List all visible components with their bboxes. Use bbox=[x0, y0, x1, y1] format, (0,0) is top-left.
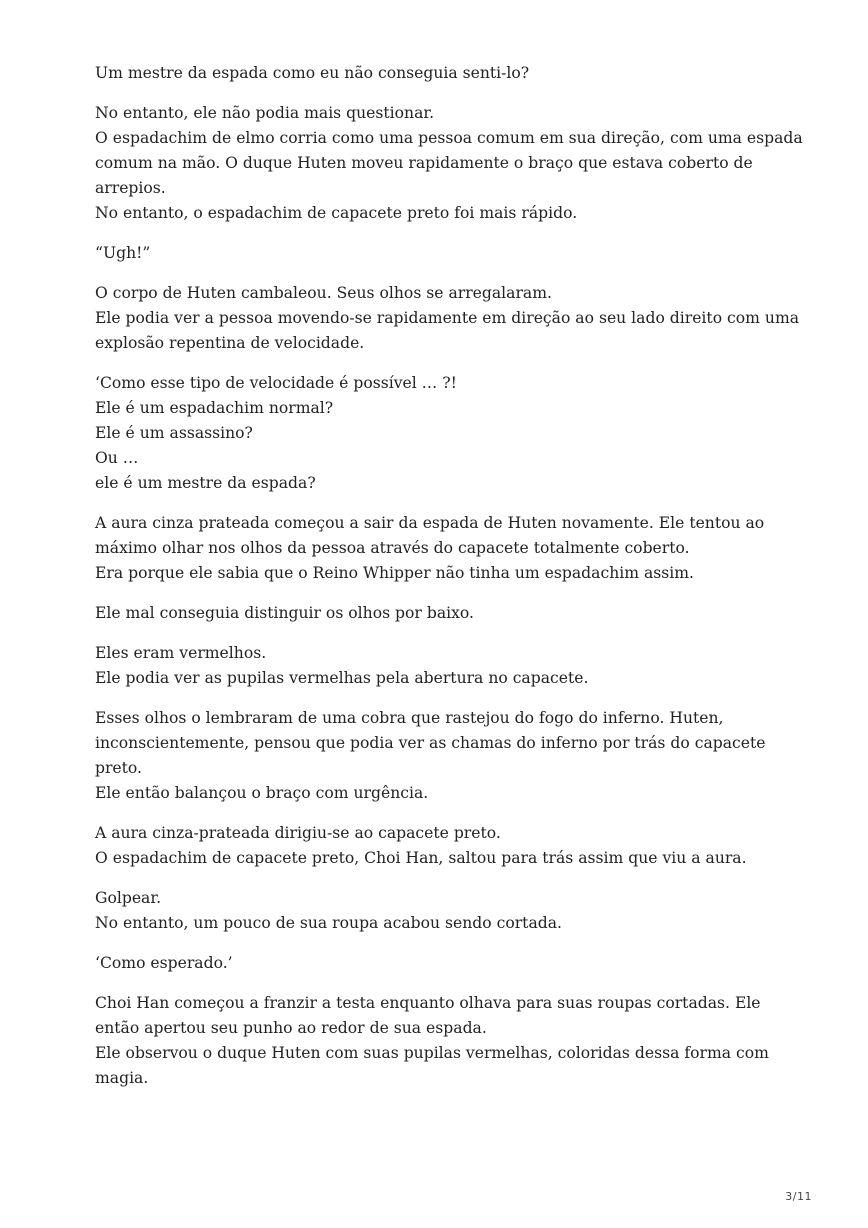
text-line: Ele podia ver a pessoa movendo-se rapidamente em direção ao seu lado direito com uma bbox=[95, 309, 800, 327]
text-line: O espadachim de elmo corria como uma pessoa comum em sua direção, com uma espada bbox=[95, 129, 803, 147]
text-line: Golpear. bbox=[95, 889, 162, 907]
text-line: preto. bbox=[95, 759, 143, 777]
paragraph bbox=[95, 821, 795, 871]
paragraph bbox=[95, 641, 795, 691]
paragraph bbox=[95, 886, 795, 936]
text-line: explosão repentina de velocidade. bbox=[95, 334, 365, 352]
text-line: Ele mal conseguia distinguir os olhos por baixo. bbox=[95, 604, 474, 622]
text-line: No entanto, um pouco de sua roupa acabou sendo cortada. bbox=[95, 914, 562, 932]
paragraph bbox=[95, 241, 795, 266]
text-line: Ele podia ver as pupilas vermelhas pela abertura no capacete. bbox=[95, 669, 589, 687]
text-line: O corpo de Huten cambaleou. Seus olhos se arregalaram. bbox=[95, 284, 552, 302]
paragraph bbox=[95, 601, 795, 626]
paragraph bbox=[95, 706, 795, 806]
paragraph bbox=[95, 371, 795, 496]
paragraph bbox=[95, 991, 795, 1091]
text-line: Choi Han começou a franzir a testa enquanto olhava para suas roupas cortadas. Ele bbox=[95, 994, 761, 1012]
text-line: A aura cinza prateada começou a sair da espada de Huten novamente. Ele tentou ao bbox=[95, 514, 765, 532]
document-body bbox=[95, 61, 803, 1106]
text-line: ‘Como esperado.’ bbox=[95, 954, 233, 972]
text-line: Ele então balançou o braço com urgência. bbox=[95, 784, 429, 802]
text-line: O espadachim de capacete preto, Choi Han, saltou para trás assim que viu a aura. bbox=[95, 849, 747, 867]
text-line: inconscientemente, pensou que podia ver as chamas do inferno por trás do capacete bbox=[95, 734, 766, 752]
text-line: ‘Como esse tipo de velocidade é possível … ?! bbox=[95, 374, 457, 392]
text-line: Um mestre da espada como eu não conseguia senti-lo? bbox=[95, 64, 530, 82]
text-line: máximo olhar nos olhos da pessoa através do capacete totalmente coberto. bbox=[95, 539, 690, 557]
text-line: Esses olhos o lembraram de uma cobra que rastejou do fogo do inferno. Huten, bbox=[95, 709, 724, 727]
text-line: Ou … bbox=[95, 449, 139, 467]
text-line: Ele é um espadachim normal? bbox=[95, 399, 334, 417]
paragraph bbox=[95, 951, 795, 976]
text-line: magia. bbox=[95, 1069, 149, 1087]
text-line: Ele observou o duque Huten com suas pupilas vermelhas, coloridas dessa forma com bbox=[95, 1044, 769, 1062]
text-line: ele é um mestre da espada? bbox=[95, 474, 316, 492]
text-line: comum na mão. O duque Huten moveu rapidamente o braço que estava coberto de bbox=[95, 154, 753, 172]
page-number: 3/11 bbox=[785, 1190, 812, 1203]
paragraph bbox=[95, 61, 795, 86]
paragraph bbox=[95, 281, 800, 356]
text-line: Ele é um assassino? bbox=[95, 424, 253, 442]
text-line: então apertou seu punho ao redor de sua espada. bbox=[95, 1019, 487, 1037]
text-line: arrepios. bbox=[95, 179, 166, 197]
paragraph bbox=[95, 511, 795, 586]
text-line: No entanto, ele não podia mais questionar. bbox=[95, 104, 435, 122]
text-line: “Ugh!” bbox=[95, 244, 151, 262]
text-line: Eles eram vermelhos. bbox=[95, 644, 267, 662]
text-line: A aura cinza-prateada dirigiu-se ao capacete preto. bbox=[95, 824, 501, 842]
text-line: Era porque ele sabia que o Reino Whipper não tinha um espadachim assim. bbox=[95, 564, 695, 582]
text-line: No entanto, o espadachim de capacete preto foi mais rápido. bbox=[95, 204, 578, 222]
paragraph bbox=[95, 101, 803, 226]
